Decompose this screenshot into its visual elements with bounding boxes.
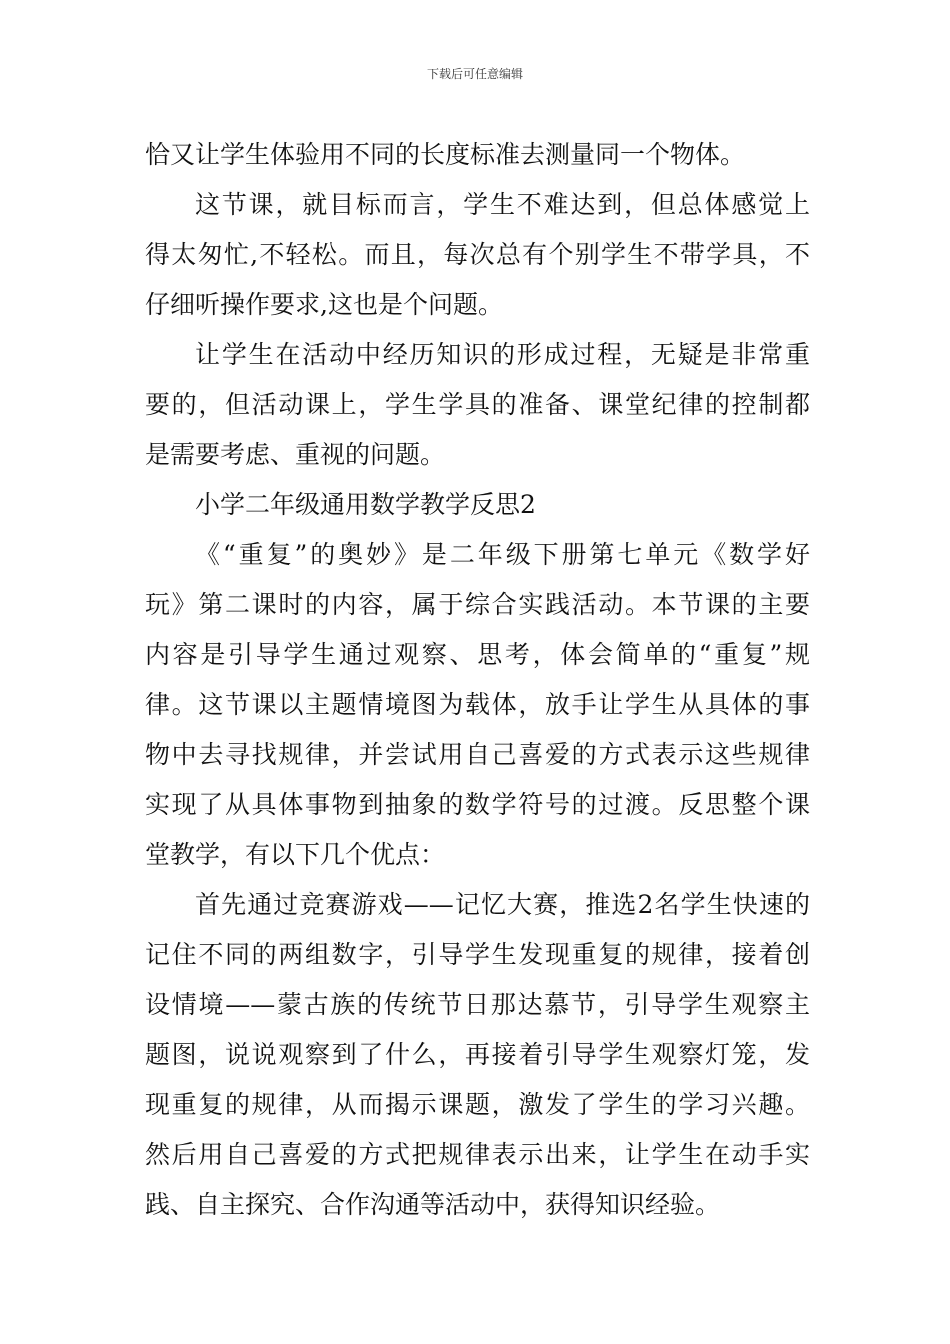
- text-line: 小学二年级通用数学教学反思2: [195, 490, 536, 519]
- text-line: 现重复的规律，从而揭示课题，激发了学生的学习兴趣。: [145, 1090, 810, 1119]
- text-line: 律。这节课以主题情境图为载体，放手让学生从具体的事: [145, 690, 810, 719]
- text-line: 践、自主探究、合作沟通等活动中，获得知识经验。: [145, 1190, 721, 1219]
- text-line: 得太匆忙,不轻松。而且，每次总有个别学生不带学具，不: [145, 240, 810, 269]
- text-line: 堂教学，有以下几个优点：: [145, 840, 446, 869]
- text-line: 玩》第二课时的内容，属于综合实践活动。本节课的主要: [145, 590, 810, 619]
- text-line: 实现了从具体事物到抽象的数学符号的过渡。反思整个课: [145, 790, 810, 819]
- page-header: 下载后可任意编辑: [426, 67, 523, 81]
- text-line: 是需要考虑、重视的问题。: [145, 440, 446, 469]
- text-line: 设情境——蒙古族的传统节日那达慕节，引导学生观察主: [145, 990, 810, 1019]
- text-line: 物中去寻找规律，并尝试用自己喜爱的方式表示这些规律: [145, 740, 810, 769]
- text-line: 首先通过竞赛游戏——记忆大赛，推选2名学生快速的: [195, 890, 810, 919]
- text-line: 内容是引导学生通过观察、思考，体会简单的“重复”规: [145, 640, 810, 669]
- text-line: 题图，说说观察到了什么，再接着引导学生观察灯笼，发: [145, 1040, 810, 1069]
- text-line: 让学生在活动中经历知识的形成过程，无疑是非常重: [195, 340, 810, 369]
- text-line: 记住不同的两组数字，引导学生发现重复的规律，接着创: [145, 940, 810, 969]
- text-line: 仔细听操作要求,这也是个问题。: [145, 290, 503, 319]
- text-line: 然后用自己喜爱的方式把规律表示出来，让学生在动手实: [145, 1140, 810, 1169]
- text-line: 要的，但活动课上，学生学具的准备、课堂纪律的控制都: [145, 390, 810, 419]
- text-line: 这节课，就目标而言，学生不难达到，但总体感觉上: [195, 190, 810, 219]
- text-line: 《“重复”的奥妙》是二年级下册第七单元《数学好: [195, 540, 810, 569]
- body-text: [145, 130, 810, 1230]
- text-line: 恰又让学生体验用不同的长度标准去测量同一个物体。: [145, 140, 746, 169]
